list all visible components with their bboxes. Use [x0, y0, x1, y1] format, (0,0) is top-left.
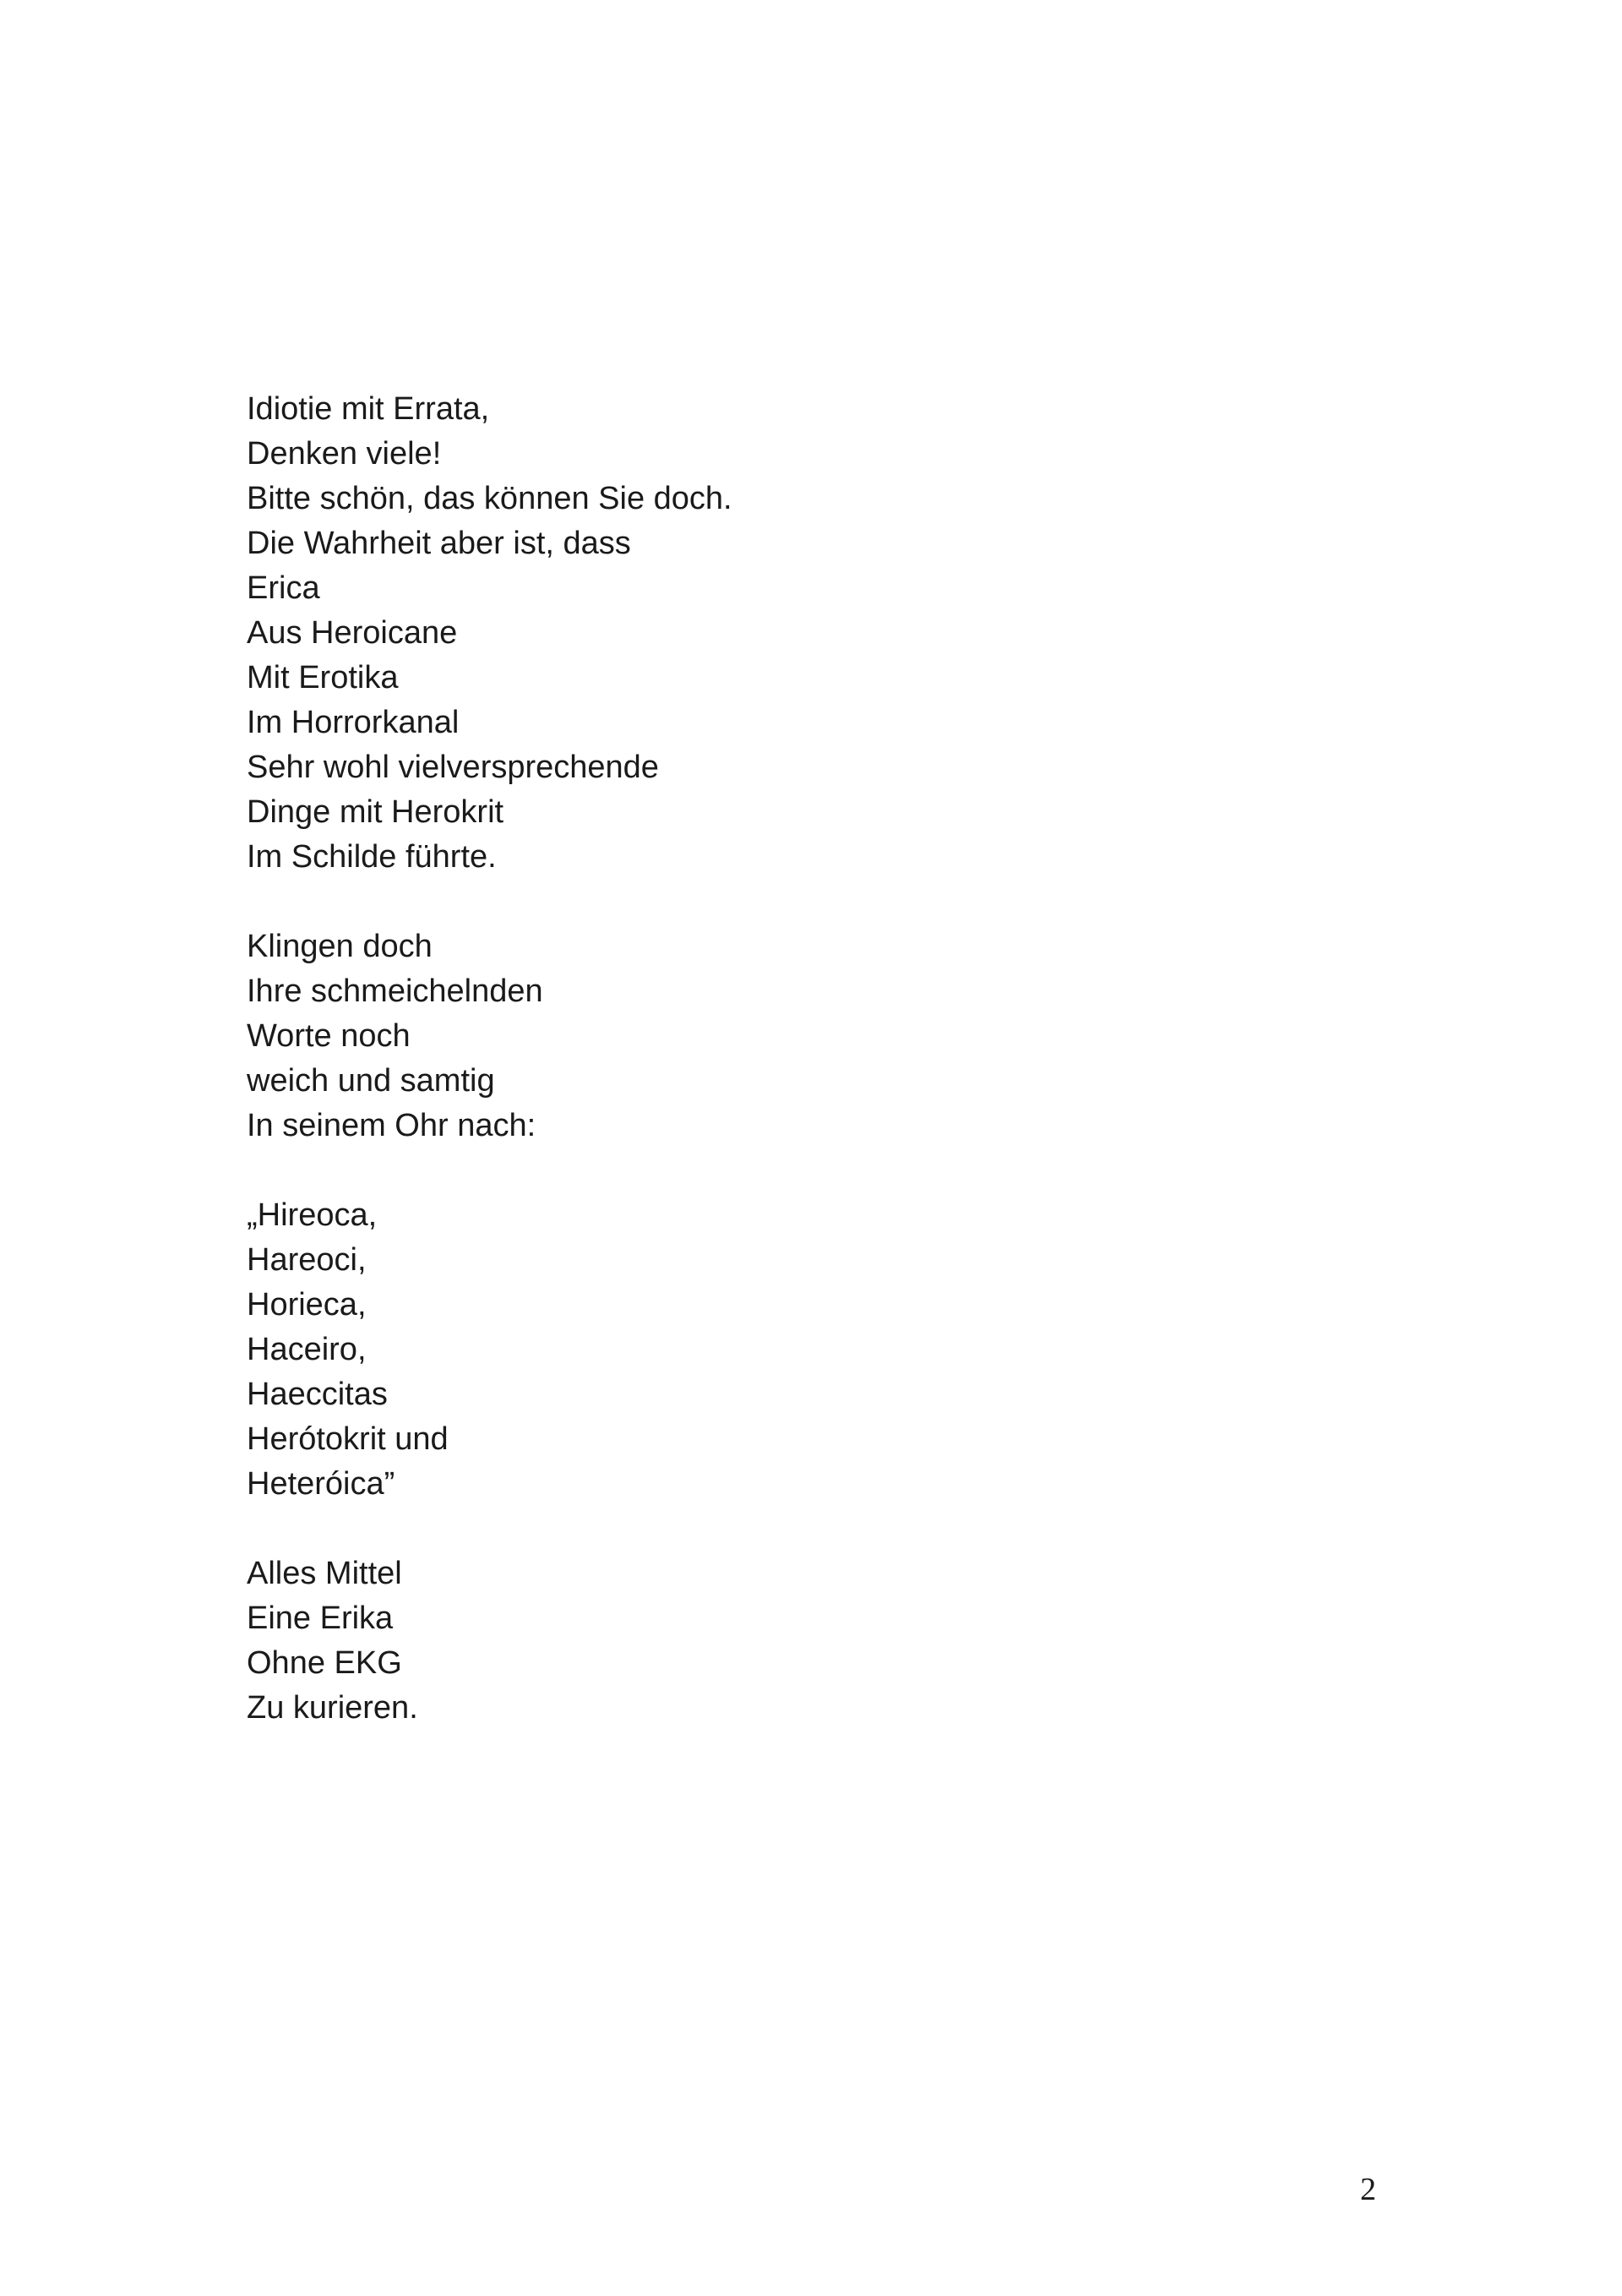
poem-line: Ihre schmeichelnden	[247, 973, 543, 1009]
poem-line: Zu kurieren.	[247, 1690, 418, 1726]
poem-line: Horieca,	[247, 1287, 367, 1323]
stanza-2	[247, 924, 1345, 1148]
stanza-1	[247, 387, 1345, 880]
poem-line: weich und samtig	[247, 1063, 495, 1099]
poem-line: Eine Erika	[247, 1601, 394, 1636]
poem-line: Ohne EKG	[247, 1645, 402, 1681]
stanza-4	[247, 1552, 1345, 1731]
poem-line: Denken viele!	[247, 436, 442, 472]
poem-line: Erica	[247, 570, 320, 606]
stanza-3	[247, 1193, 1345, 1507]
poem-line: Im Horrorkanal	[247, 705, 460, 740]
poem-line: Dinge mit Herokrit	[247, 794, 504, 830]
poem-line: Aus Heroicane	[247, 615, 458, 651]
poem-line: Haceiro,	[247, 1332, 367, 1367]
poem-line: Herótokrit und	[247, 1421, 449, 1457]
poem-line: Klingen doch	[247, 929, 433, 964]
poem-line: Sehr wohl vielversprechende	[247, 750, 659, 785]
poem-line: Worte noch	[247, 1018, 411, 1054]
poem-line: Bitte schön, das können Sie doch.	[247, 481, 732, 516]
poem-line: Hareoci,	[247, 1242, 367, 1278]
poem-line: Haeccitas	[247, 1377, 388, 1412]
poem-line: In seinem Ohr nach:	[247, 1108, 536, 1143]
page-number: 2	[1360, 2172, 1376, 2207]
poem-body	[247, 387, 1345, 1731]
poem-line: Die Wahrheit aber ist, dass	[247, 526, 631, 561]
poem-line: Alles Mittel	[247, 1556, 402, 1591]
poem-line: Idiotie mit Errata,	[247, 391, 490, 427]
poem-line: Heteróica”	[247, 1466, 395, 1502]
poem-line: Mit Erotika	[247, 660, 399, 695]
poem-line: „Hireoca,	[247, 1197, 378, 1233]
poem-line: Im Schilde führte.	[247, 839, 497, 875]
